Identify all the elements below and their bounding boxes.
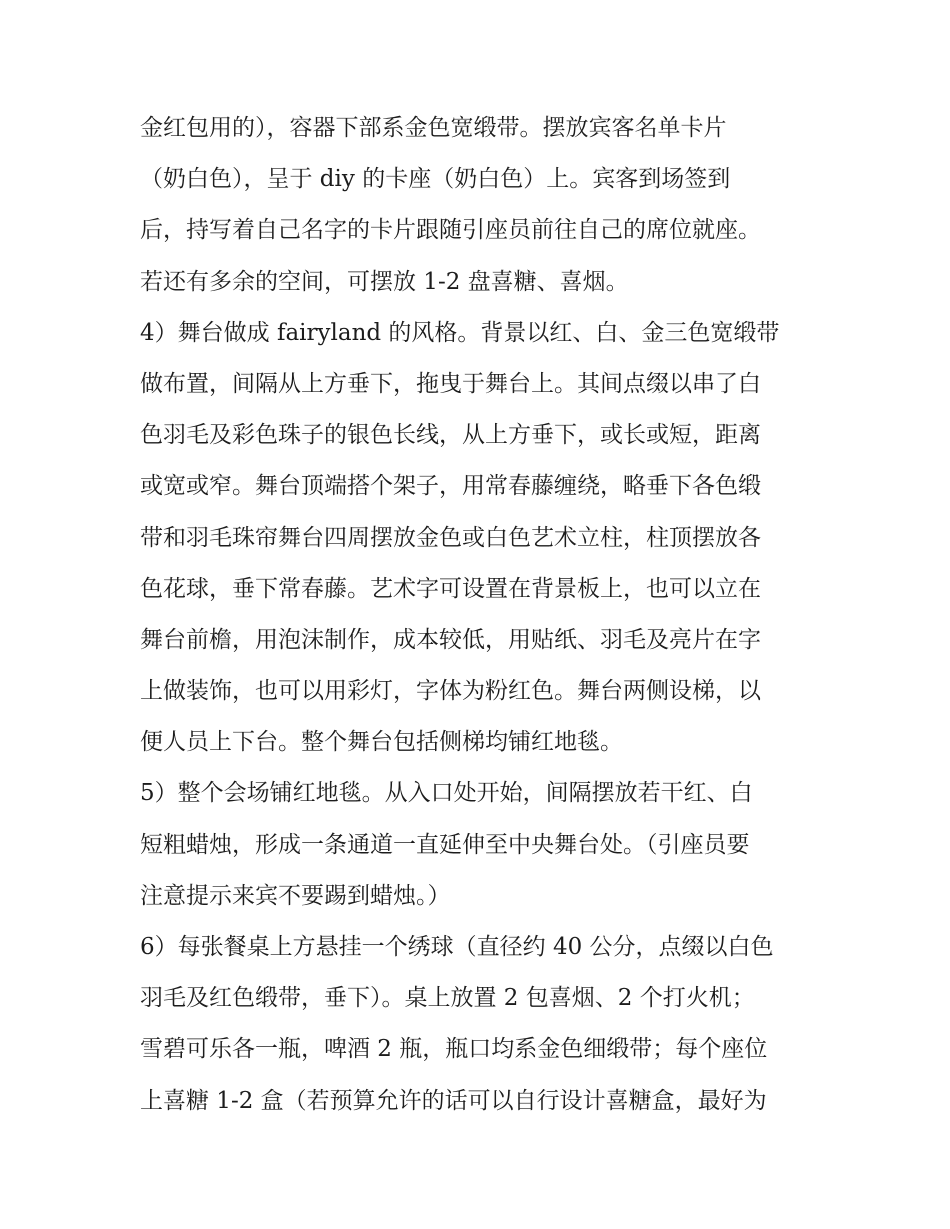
text-line: 色羽毛及彩色珠子的银色长线，从上方垂下，或长或短，距离 <box>140 422 761 449</box>
text-line: 短粗蜡烛，形成一条通道一直延伸至中央舞台处。（引座员要 <box>140 831 750 858</box>
text-line: 金红包用的），容器下部系金色宽缎带。摆放宾客名单卡片 <box>140 115 727 141</box>
text-line: 带和羽毛珠帘舞台四周摆放金色或白色艺术立柱，柱顶摆放各 <box>140 524 761 551</box>
text-line: （奶白色），呈于 diy 的卡座（奶白色）上。宾客到场签到 <box>140 166 731 193</box>
text-line: 5）整个会场铺红地毯。从入口处开始，间隔摆放若干红、白 <box>140 780 753 807</box>
text-line: 上做装饰，也可以用彩灯，字体为粉红色。舞台两侧设梯，以 <box>140 678 761 705</box>
text-line: 4）舞台做成 fairyland 的风格。背景以红、白、金三色宽缎带 <box>140 319 780 346</box>
text-line: 雪碧可乐各一瓶，啤酒 2 瓶，瓶口均系金色细缎带；每个座位 <box>140 1036 768 1063</box>
text-line: 舞台前檐，用泡沫制作，成本较低，用贴纸、羽毛及亮片在字 <box>140 626 761 653</box>
text-line: 注意提示来宾不要踢到蜡烛。） <box>140 882 451 909</box>
text-line: 后，持写着自己名字的卡片跟随引座员前往自己的席位就座。 <box>140 217 761 244</box>
text-line: 色花球，垂下常春藤。艺术字可设置在背景板上，也可以立在 <box>140 575 761 602</box>
text-line: 上喜糖 1-2 盒（若预算允许的话可以自行设计喜糖盒，最好为 <box>140 1087 767 1114</box>
body-text <box>140 103 830 1127</box>
text-line: 若还有多余的空间，可摆放 1-2 盘喜糖、喜烟。 <box>140 268 629 295</box>
text-line: 或宽或窄。舞台顶端搭个架子，用常春藤缠绕，略垂下各色缎 <box>140 473 761 500</box>
text-line: 6）每张餐桌上方悬挂一个绣球（直径约 40 公分，点缀以白色 <box>140 934 774 960</box>
text-line: 羽毛及红色缎带，垂下）。桌上放置 2 包喜烟、2 个打火机； <box>140 985 755 1012</box>
text-line: 便人员上下台。整个舞台包括侧梯均铺红地毯。 <box>140 729 623 756</box>
text-line: 做布置，间隔从上方垂下，拖曳于舞台上。其间点缀以串了白 <box>140 370 761 397</box>
